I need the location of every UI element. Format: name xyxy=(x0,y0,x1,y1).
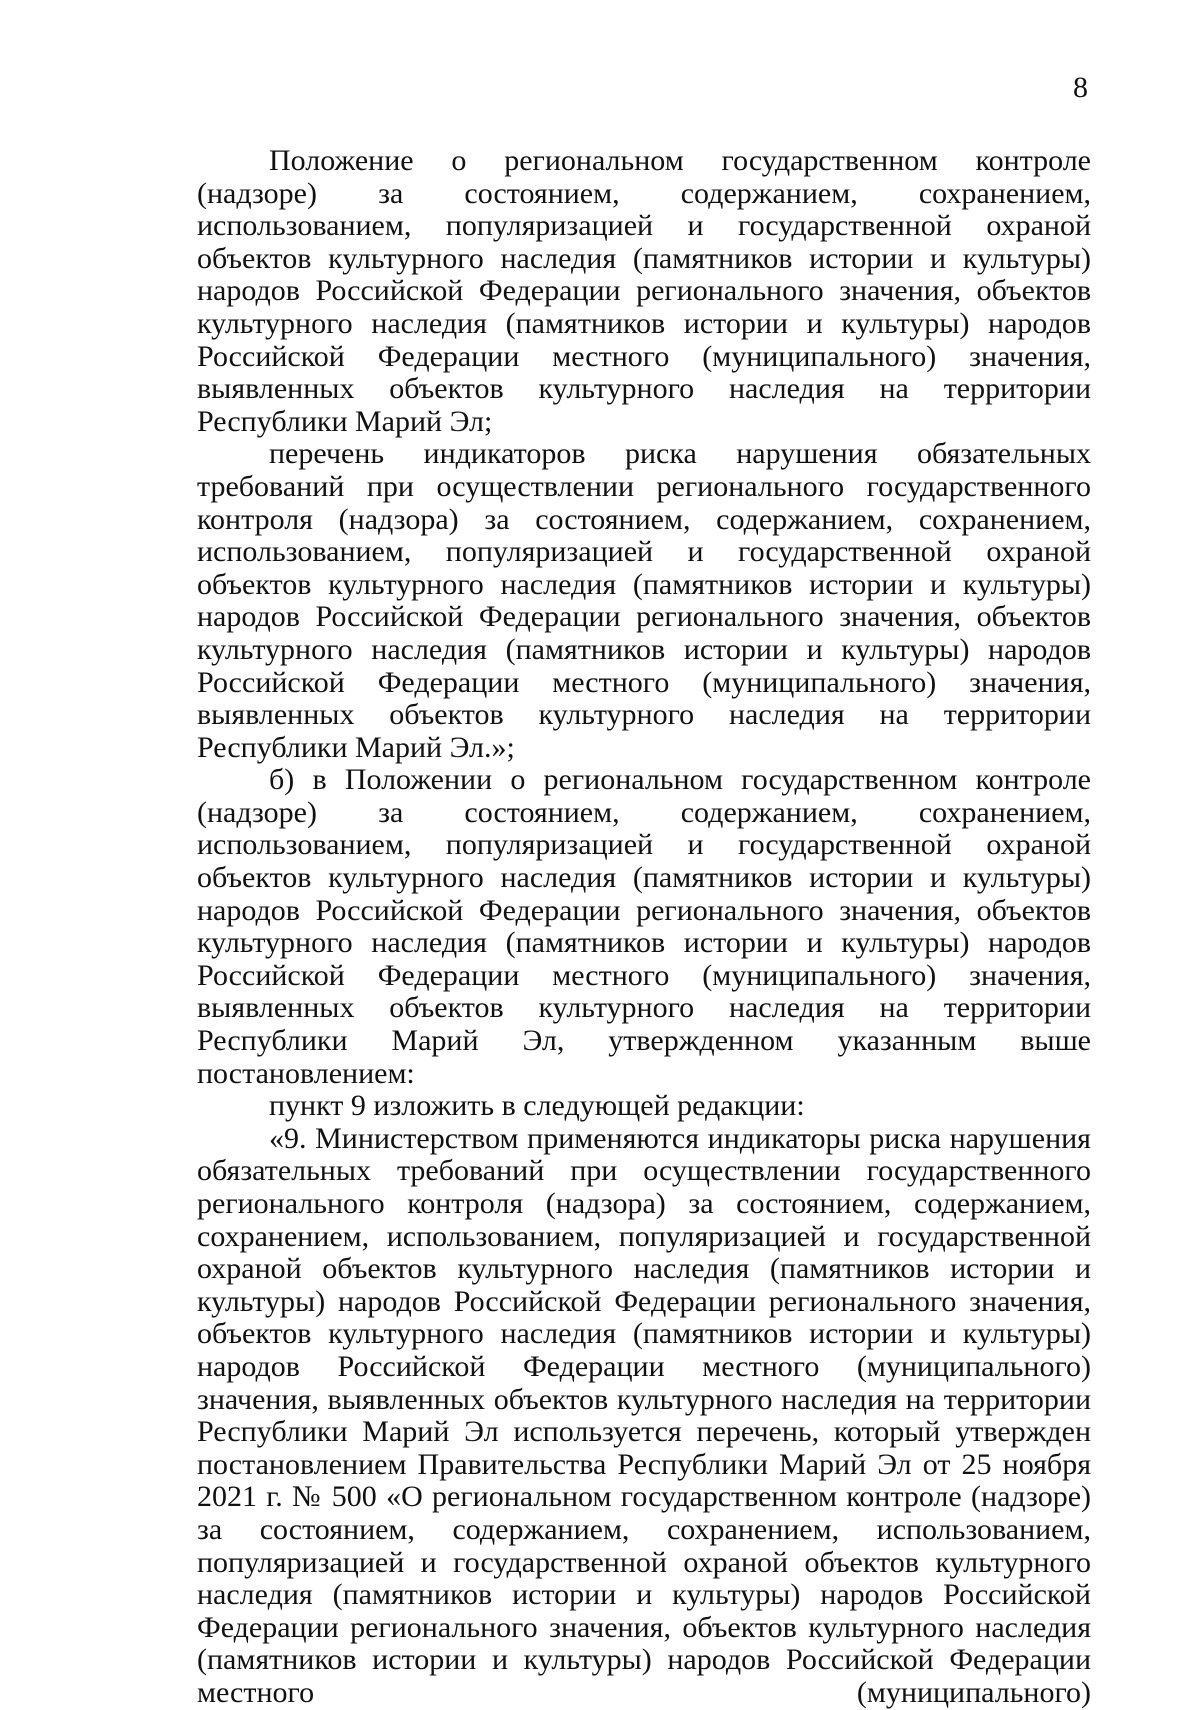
paragraph-point-9-text: «9. Министерством применяются индикаторы риска нарушения обязательных требований при осуществлении государственного регионального контроля (надзора) за состоянием, содержанием, сохранением, использованием, популяризацией и государственной охраной объектов культурного наследия (памятников истории и культуры) народов Российской Федерации регионального значения, объектов культурного наследия (памятников истории и культуры) народов Российской Федерации местного (муниципального) значения, выявленных объектов культурного наследия на территории Республики Марий Эл используется перечень, который утвержден постановлением Правительства Республики Марий Эл от 25 ноября 2021 г. № 500 «О региональном государственном контроле (надзоре) за состоянием, содержанием, сохранением, использованием, популяризацией и государственной охраной объектов культурного наследия (памятников истории и культуры) народов Российской Федерации регионального значения, объектов культурного наследия (памятников истории и культуры) народов Российской Федерации местного (муниципального) xyxy=(197,1121,1091,1709)
paragraph-point-9-intro: пункт 9 изложить в следующей редакции: xyxy=(269,1089,805,1123)
paragraph-amendment-b: б) в Положении о региональном государственном контроле (надзоре) за состоянием, содержанием, сохранением, использованием, популяризацией и государственной охраной объектов культурного наследия (памятников истории и культуры) народов Российской Федерации регионального значения, объектов культурного наследия (памятников истории и культуры) народов Российской Федерации местного (муниципального) значения, выявленных объектов культурного наследия на территории Республики Марий Эл, утвержденном указанным выше постановлением: xyxy=(197,763,1091,1090)
page-number: 8 xyxy=(1073,71,1088,104)
paragraph-risk-indicators-list: перечень индикаторов риска нарушения обязательных требований при осуществлении регионального государственного контроля (надзора) за состоянием, содержанием, сохранением, использованием, популяризацией и государственной охраной объектов культурного наследия (памятников истории и культуры) народов Российской Федерации регионального значения, объектов культурного наследия (памятников истории и культуры) народов Российской Федерации местного (муниципального) значения, выявленных объектов культурного наследия на территории Республики Марий Эл.»; xyxy=(197,437,1091,764)
paragraph-regulation-title: Положение о региональном государственном контроле (надзоре) за состоянием, содержанием, сохранением, использованием, популяризацией и государственной охраной объектов культурного наследия (памятников истории и культуры) народов Российской Федерации регионального значения, объектов культурного наследия (памятников истории и культуры) народов Российской Федерации местного (муниципального) значения, выявленных объектов культурного наследия на территории Республики Марий Эл; xyxy=(197,144,1091,438)
document-body xyxy=(197,145,1091,1710)
